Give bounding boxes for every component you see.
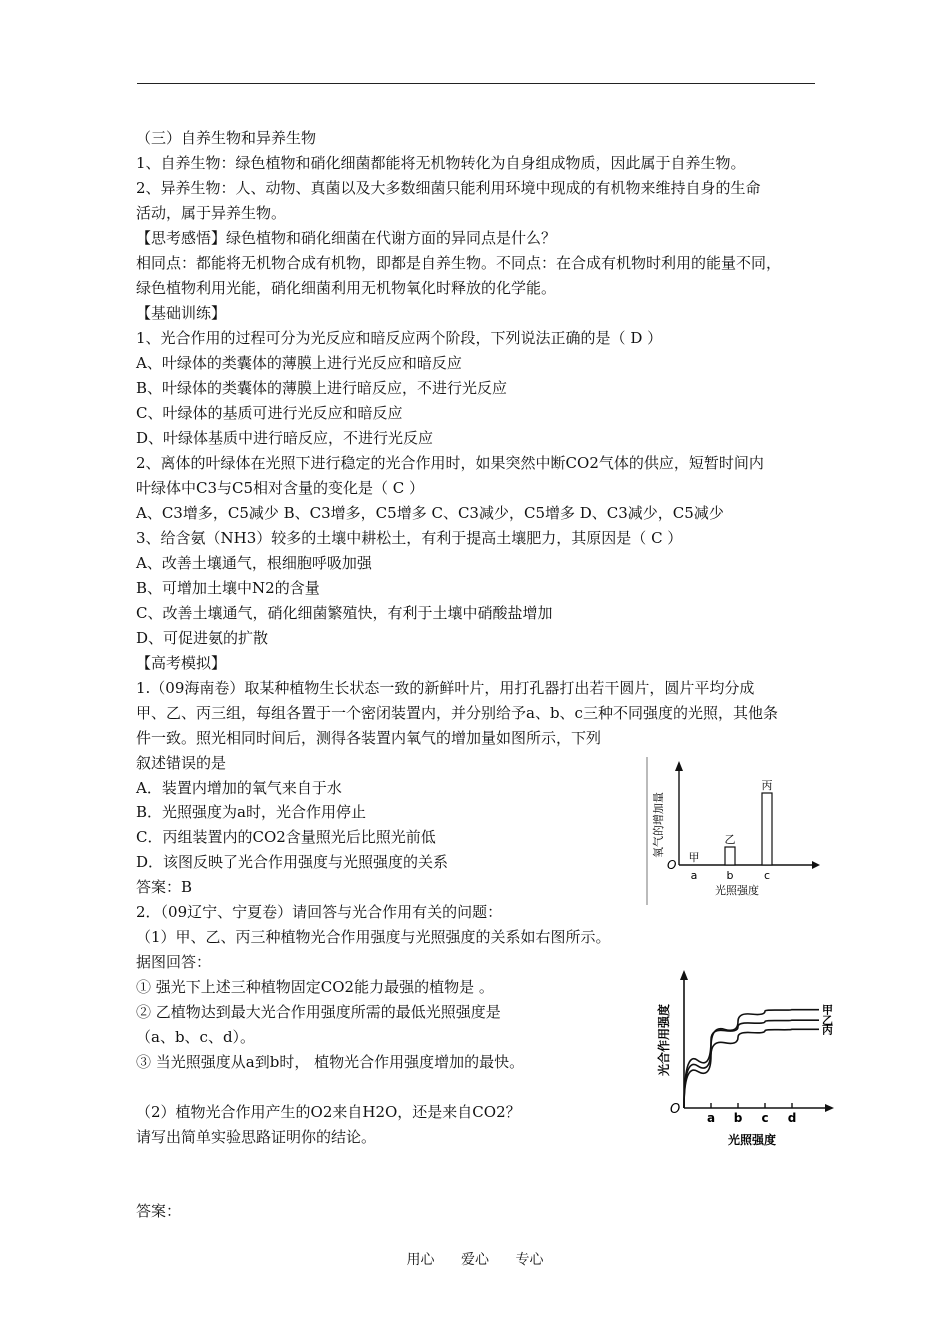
header-rule [137, 83, 815, 84]
question-line: （2）植物光合作用产生的O2来自H2O，还是来自CO2？ [136, 1103, 521, 1121]
question-line: 件一致。照光相同时间后，测得各装置内氧气的增加量如图所示，下列 [136, 729, 602, 747]
x-tick-label: b [726, 869, 734, 882]
text-line: 1、自养生物：绿色植物和硝化细菌都能将无机物转化为自身组成物质，因此属于自养生物。 [136, 154, 746, 172]
option-line: D、可促进氨的扩散 [136, 629, 269, 647]
question-line: 叶绿体中C3与C5相对含量的变化是（ C ） [136, 479, 425, 497]
footer [0, 1249, 950, 1269]
question-line: 甲、乙、丙三组，每组各置于一个密闭装置内，并分别给予a、b、c三种不同强度的光照，其他条 [136, 704, 778, 722]
option-line: D、叶绿体基质中进行暗反应，不进行光反应 [136, 429, 434, 447]
option-line: B．光照强度为a时，光合作用停止 [136, 803, 366, 821]
series-label: 乙 [822, 1014, 833, 1028]
section-heading: 【基础训练】 [136, 304, 227, 322]
question-line: （a、b、c、d）。 [136, 1028, 256, 1046]
question-line: 叙述错误的是 [136, 754, 227, 772]
oxygen-bar-chart [642, 757, 822, 907]
series-line [684, 1010, 819, 1108]
bar-label: 甲 [688, 851, 700, 864]
text-line: 【思考感悟】绿色植物和硝化细菌在代谢方面的异同点是什么？ [136, 229, 557, 247]
question-line: ③ 当光照强度从a到b时， 植物光合作用强度增加的最快。 [136, 1053, 525, 1071]
x-tick-label: a [706, 1111, 716, 1125]
text-line: 2、异养生物：人、动物、真菌以及大多数细菌只能利用环境中现成的有机物来维持自身的生命 [136, 179, 761, 197]
x-tick-label: a [690, 869, 698, 882]
bar [762, 793, 772, 865]
x-tick-label: c [761, 1111, 769, 1125]
option-line: C．丙组装置内的CO2含量照光后比照光前低 [136, 828, 436, 846]
option-line: B、可增加土壤中N2的含量 [136, 579, 320, 597]
bar-label: 乙 [724, 833, 736, 846]
text-line: 绿色植物利用光能，硝化细菌利用无机物氧化时释放的化学能。 [136, 279, 557, 297]
bar [725, 847, 735, 865]
question-line: 请写出简单实验思路证明你的结论。 [136, 1128, 377, 1146]
y-axis-label: 光合作用强度 [657, 1003, 671, 1077]
bar-label: 丙 [761, 779, 773, 792]
option-line: A．装置内增加的氧气来自于水 [136, 779, 342, 797]
option-line: A、改善土壤通气，根细胞呼吸加强 [136, 554, 372, 572]
footer-text: 用心 [406, 1252, 435, 1268]
section-heading: （三）自养生物和异养生物 [136, 129, 317, 147]
answer-line: 答案：B [136, 878, 193, 896]
y-axis-arrow [680, 970, 688, 980]
origin-label: O [667, 858, 677, 872]
footer-text: 专心 [515, 1252, 544, 1268]
x-axis-label: 光照强度 [727, 1133, 777, 1147]
option-line: D．该图反映了光合作用强度与光照强度的关系 [136, 853, 449, 871]
origin-label: O [670, 1102, 681, 1117]
question-line: 3、给含氨（NH3）较多的土壤中耕松土，有利于提高土壤肥力，其原因是（ C ） [136, 529, 683, 547]
x-tick-label: c [763, 869, 771, 882]
question-line: 2．（09辽宁、宁夏卷）请回答与光合作用有关的问题： [136, 903, 503, 921]
series-label: 甲 [822, 1003, 833, 1017]
section-heading: 【高考模拟】 [136, 654, 227, 672]
footer-text: 爱心 [461, 1252, 489, 1268]
question-line: 2、离体的叶绿体在光照下进行稳定的光合作用时，如果突然中断CO2气体的供应，短暂时间内 [136, 454, 764, 472]
y-axis-arrow [675, 761, 683, 771]
question-line: （1）甲、乙、丙三种植物光合作用强度与光照强度的关系如右图所示。 [136, 928, 611, 946]
option-line: C、叶绿体的基质可进行光反应和暗反应 [136, 404, 403, 422]
series-label: 丙 [822, 1023, 833, 1037]
question-line: 据图回答： [136, 953, 212, 971]
text-line: 相同点：都能将无机物合成有机物，即都是自养生物。不同点：在合成有机物时利用的能量不同， [136, 254, 782, 272]
text-line: 活动，属于异养生物。 [136, 204, 287, 222]
option-line: B、叶绿体的类囊体的薄膜上进行暗反应，不进行光反应 [136, 379, 508, 397]
answer-line: 答案： [136, 1202, 182, 1220]
y-axis-label: 氧气的增加量 [652, 792, 665, 858]
question-line: 1、光合作用的过程可分为光反应和暗反应两个阶段，下列说法正确的是（ D ） [136, 329, 663, 347]
option-line: A、叶绿体的类囊体的薄膜上进行光反应和暗反应 [136, 354, 462, 372]
x-tick-label: d [787, 1111, 797, 1125]
option-line: C、改善土壤通气，硝化细菌繁殖快，有利于土壤中硝酸盐增加 [136, 604, 553, 622]
photosynthesis-line-chart [652, 968, 837, 1150]
question-line: ① 强光下上述三种植物固定CO2能力最强的植物是 。 [136, 978, 494, 996]
question-line: 1.（09海南卷）取某种植物生长状态一致的新鲜叶片，用打孔器打出若干圆片，圆片平均分成 [136, 679, 755, 697]
x-axis-arrow [825, 1104, 834, 1112]
option-line: A、C3增多，C5减少 B、C3增多，C5增多 C、C3减少，C5增多 D、C3减少，C5减少 [136, 504, 724, 522]
x-axis-arrow [812, 861, 820, 869]
x-tick-label: b [733, 1111, 743, 1125]
x-axis-label: 光照强度 [715, 884, 759, 897]
question-line: ② 乙植物达到最大光合作用强度所需的最低光照强度是 [136, 1003, 501, 1021]
